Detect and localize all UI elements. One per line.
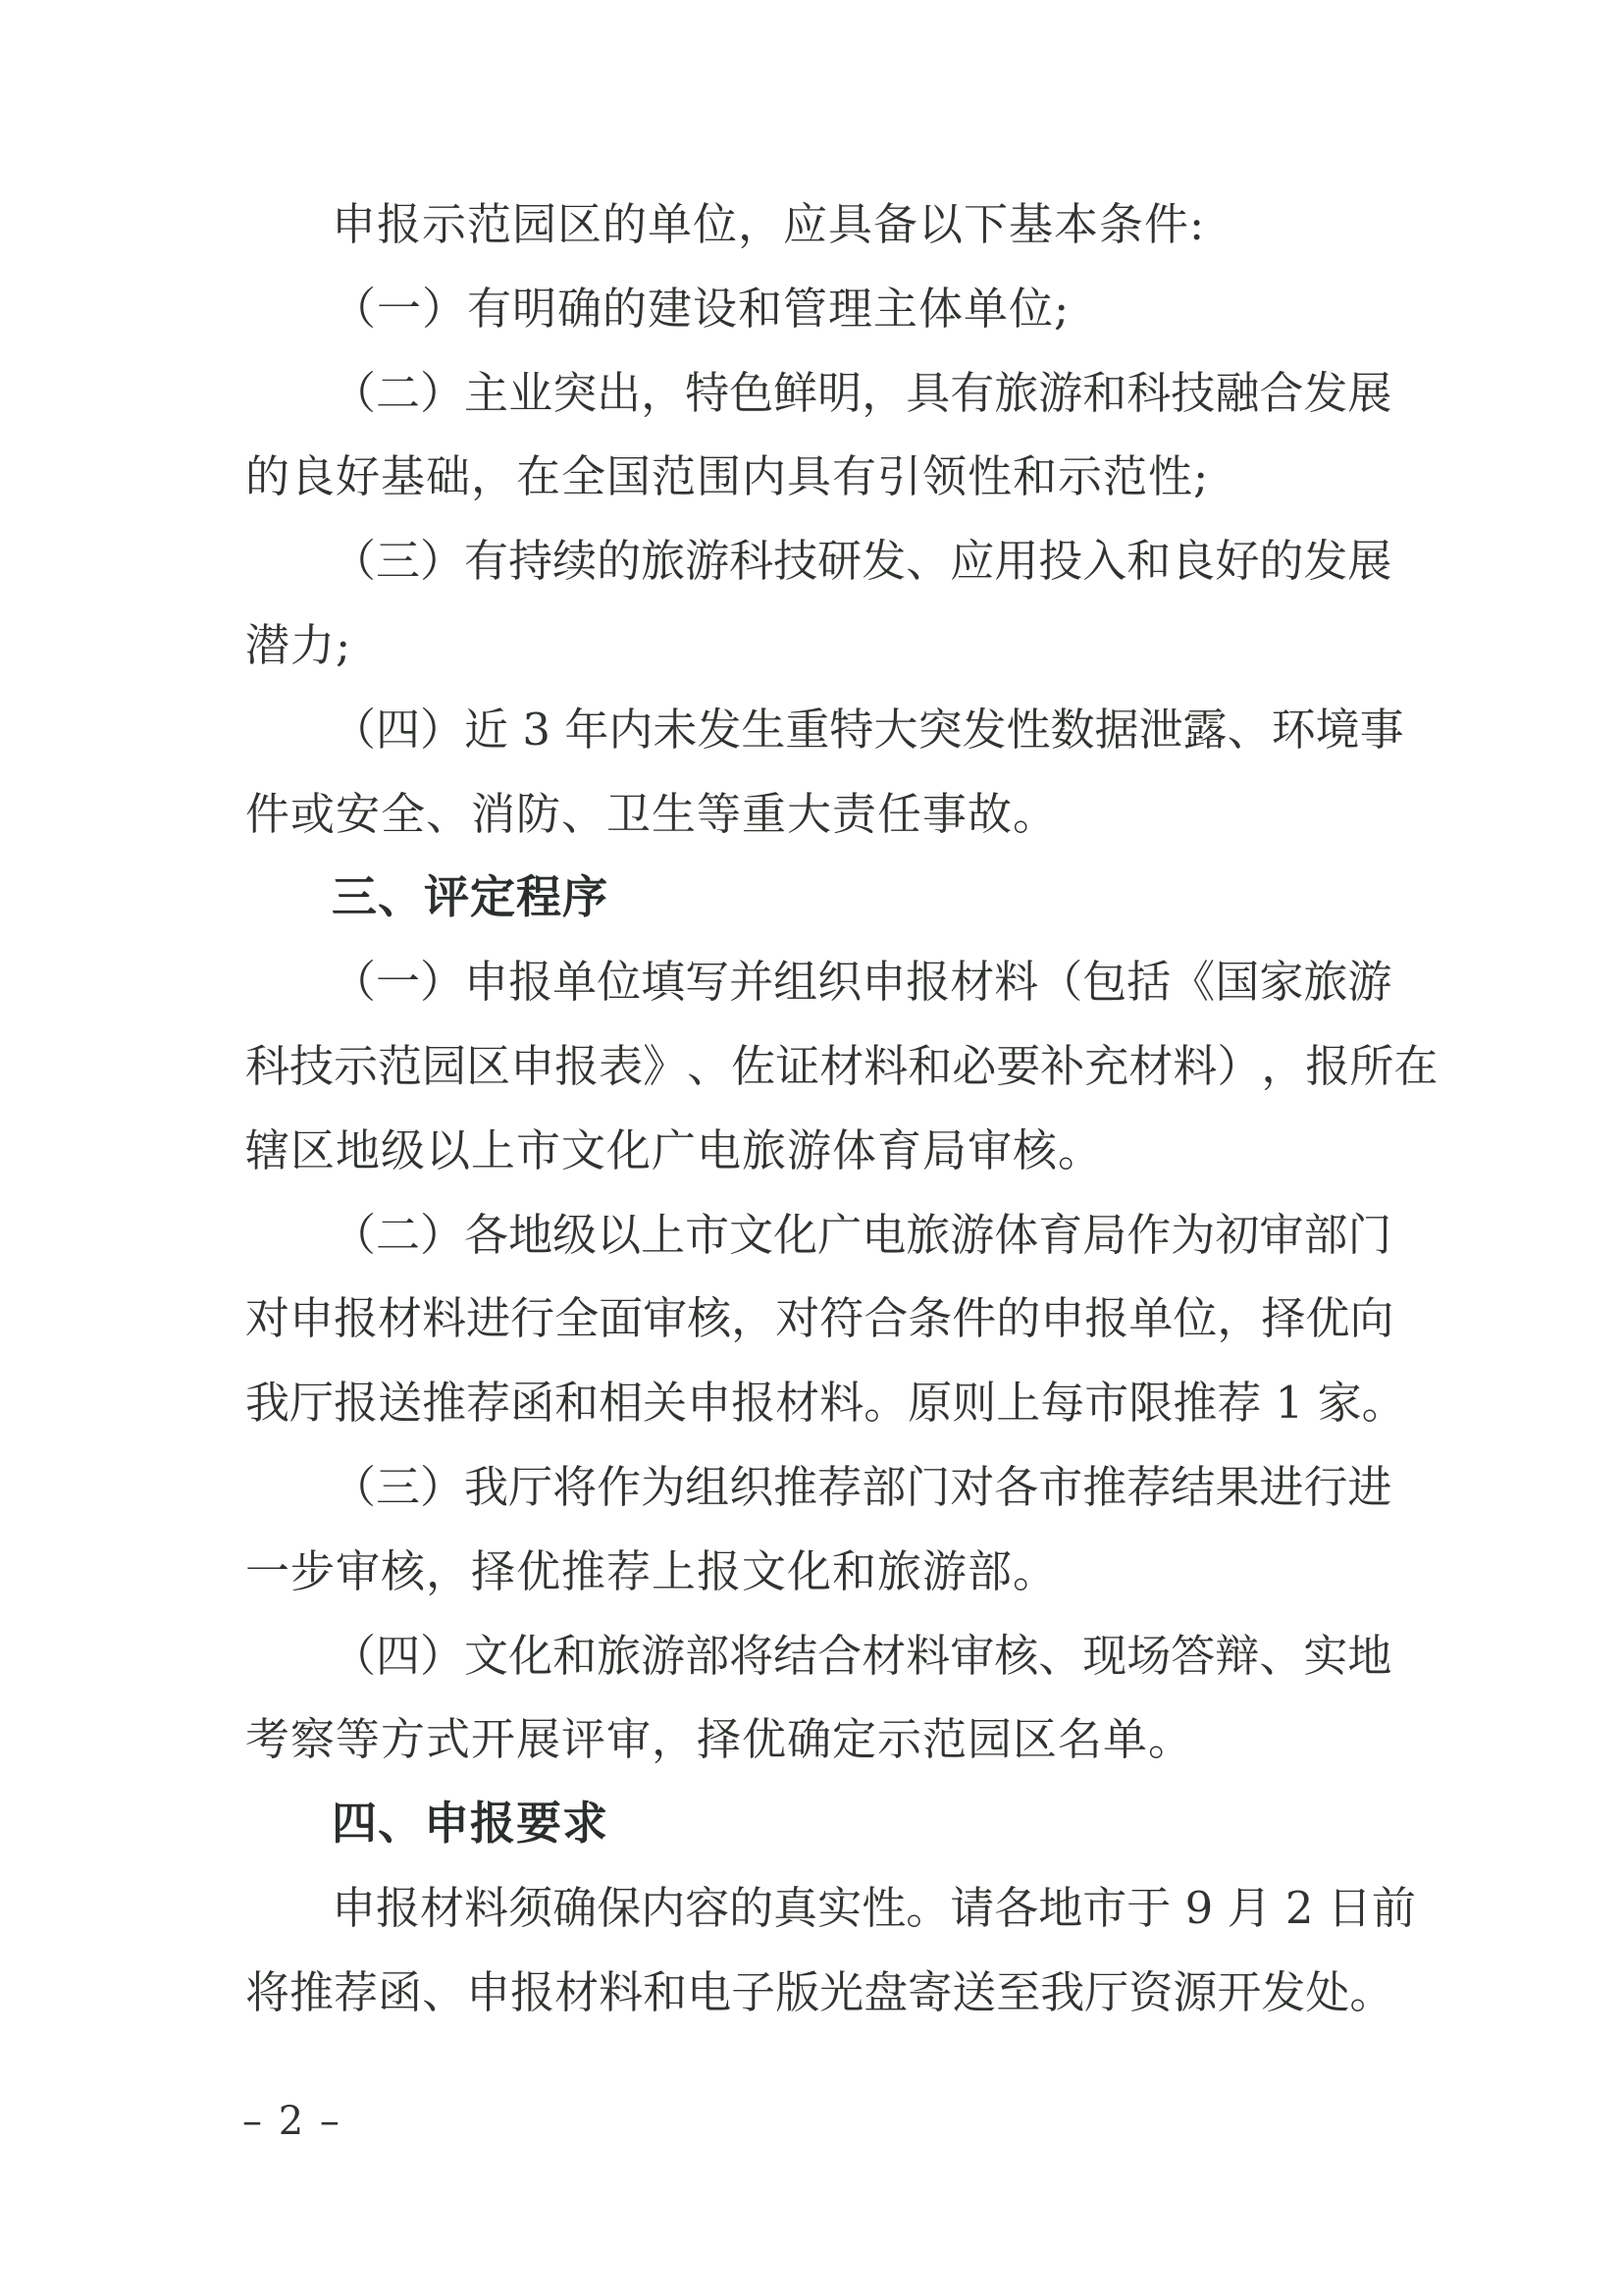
body-line: （ 二 ） 主 业 突 出 ， 特 色 鲜 明 ， 具 有 旅 游 和 科 技 融 合 发 展 <box>332 366 1392 419</box>
body-line: （ 二 ） 各 地 级 以 上 市 文 化 广 电 旅 游 体 育 局 作 为 初 审 部 门 <box>332 1208 1392 1261</box>
body-line: 一步审核，择优推荐上报文化和旅游部。 <box>245 1544 1059 1597</box>
body-line: （ 四 ） 近 3 年 内 未 发 生 重 特 大 突 发 性 数 据 泄 露 、 环 境 事 <box>332 703 1404 756</box>
body-line: 我 厅 报 送 推 荐 函 和 相 关 申 报 材 料 。 原 则 上 每 市 限 推 荐 1 家 。 <box>245 1377 1406 1430</box>
body-line: 的良好基础，在全国范围内具有引领性和示范性; <box>245 450 1210 503</box>
heading-evaluation-procedure: 三、评定程序 <box>332 870 608 924</box>
body-line: 辖区地级以上市文化广电旅游体育局审核。 <box>245 1123 1104 1176</box>
body-line: 考察等方式开展评审，择优确定示范园区名单。 <box>245 1713 1194 1766</box>
body-line: 申 报 材 料 须 确 保 内 容 的 真 实 性 。 请 各 地 市 于 9 月 2 日 前 <box>332 1881 1416 1934</box>
body-line: （ 三 ） 我 厅 将 作 为 组 织 推 荐 部 门 对 各 市 推 荐 结 果 进 行 进 <box>332 1460 1392 1513</box>
heading-application-requirements: 四、申报要求 <box>332 1797 608 1851</box>
body-line: 件或安全、消防、卫生等重大责任事故。 <box>245 787 1059 840</box>
body-line: （ 三 ） 有 持 续 的 旅 游 科 技 研 发 、 应 用 投 入 和 良 好 的 发 展 <box>332 535 1392 588</box>
body-line: （ 一 ） 申 报 单 位 填 写 并 组 织 申 报 材 料 （ 包 括 《 国 家 旅 游 <box>332 956 1392 1009</box>
body-line: 申报示范园区的单位，应具备以下基本条件: <box>332 198 1206 250</box>
body-line: 对 申 报 材 料 进 行 全 面 审 核 ， 对 符 合 条 件 的 申 报 单 位 ， 择 优 向 <box>245 1292 1394 1345</box>
body-line: 科 技 示 范 园 区 申 报 表 》 、 佐 证 材 料 和 必 要 补 充 材 料 ） ， 报 所 在 <box>245 1039 1439 1092</box>
document-body <box>245 183 1439 2035</box>
body-line: 将 推 荐 函 、 申 报 材 料 和 电 子 版 光 盘 寄 送 至 我 厅 资 源 开 发 处 。 <box>245 1965 1394 2018</box>
body-line: （一）有明确的建设和管理主体单位; <box>332 282 1071 335</box>
page-number: – 2 – <box>242 2099 341 2144</box>
body-line: （ 四 ） 文 化 和 旅 游 部 将 结 合 材 料 审 核 、 现 场 答 辩 、 实 地 <box>332 1629 1392 1682</box>
body-line: 潜力; <box>245 618 352 671</box>
